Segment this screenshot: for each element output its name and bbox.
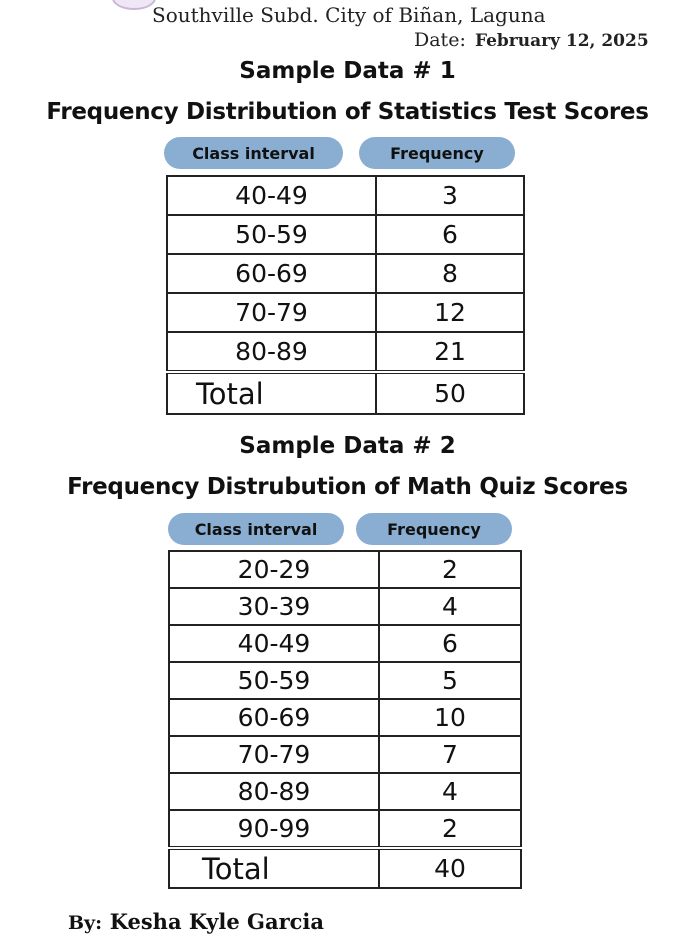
- table-row: [169, 773, 521, 810]
- frequency-cell: 2: [379, 810, 521, 848]
- table-row: [167, 176, 524, 215]
- class-interval-cell: 70-79: [167, 293, 376, 332]
- table-row: [169, 736, 521, 773]
- class-interval-cell: 50-59: [167, 215, 376, 254]
- date-line: [414, 29, 649, 51]
- frequency-cell: 4: [379, 773, 521, 810]
- date-value: February 12, 2025: [474, 31, 649, 51]
- table-row: [169, 810, 521, 848]
- table-row: [167, 332, 524, 372]
- sample1-subtitle: Frequency Distribution of Statistics Test Scores: [46, 99, 649, 125]
- school-address: Southville Subd. City of Biñan, Laguna: [152, 3, 546, 27]
- table-row: [169, 662, 521, 699]
- class-interval-cell: 50-59: [169, 662, 379, 699]
- frequency-cell: 4: [379, 588, 521, 625]
- class-interval-cell: 80-89: [167, 332, 376, 372]
- sample2-title: Sample Data # 2: [239, 433, 456, 459]
- sample1-frequency-table: [166, 175, 525, 415]
- sample1-class-interval-header: Class interval: [164, 137, 343, 169]
- by-label: By:: [68, 912, 103, 934]
- class-interval-cell: 60-69: [169, 699, 379, 736]
- sample1-frequency-header: Frequency: [359, 137, 515, 169]
- table-row: [169, 625, 521, 662]
- frequency-cell: 2: [379, 551, 521, 588]
- class-interval-cell: 70-79: [169, 736, 379, 773]
- sample2-class-interval-header: Class interval: [168, 513, 344, 545]
- sample2-frequency-header: Frequency: [356, 513, 512, 545]
- table-row: [169, 551, 521, 588]
- total-value: 40: [379, 848, 521, 888]
- total-row: [169, 848, 521, 888]
- frequency-cell: 8: [376, 254, 524, 293]
- total-label: Total: [169, 848, 379, 888]
- frequency-cell: 21: [376, 332, 524, 372]
- frequency-cell: 7: [379, 736, 521, 773]
- frequency-cell: 12: [376, 293, 524, 332]
- table-row: [167, 215, 524, 254]
- table-row: [167, 293, 524, 332]
- class-interval-cell: 40-49: [167, 176, 376, 215]
- class-interval-cell: 80-89: [169, 773, 379, 810]
- frequency-cell: 10: [379, 699, 521, 736]
- sample1-title: Sample Data # 1: [239, 58, 456, 84]
- sample2-subtitle: Frequency Distrubution of Math Quiz Scores: [67, 474, 628, 500]
- table-row: [169, 699, 521, 736]
- table-row: [167, 254, 524, 293]
- class-interval-cell: 90-99: [169, 810, 379, 848]
- frequency-cell: 6: [379, 625, 521, 662]
- class-interval-cell: 20-29: [169, 551, 379, 588]
- frequency-cell: 5: [379, 662, 521, 699]
- total-row: [167, 372, 524, 414]
- total-value: 50: [376, 372, 524, 414]
- frequency-cell: 3: [376, 176, 524, 215]
- class-interval-cell: 40-49: [169, 625, 379, 662]
- sample2-frequency-table: [168, 550, 522, 889]
- table-row: [169, 588, 521, 625]
- frequency-cell: 6: [376, 215, 524, 254]
- class-interval-cell: 60-69: [167, 254, 376, 293]
- total-label: Total: [167, 372, 376, 414]
- date-label: Date:: [414, 29, 466, 51]
- author-byline: [68, 909, 324, 934]
- class-interval-cell: 30-39: [169, 588, 379, 625]
- school-logo: [112, 0, 156, 10]
- author-name: Kesha Kyle Garcia: [109, 909, 324, 934]
